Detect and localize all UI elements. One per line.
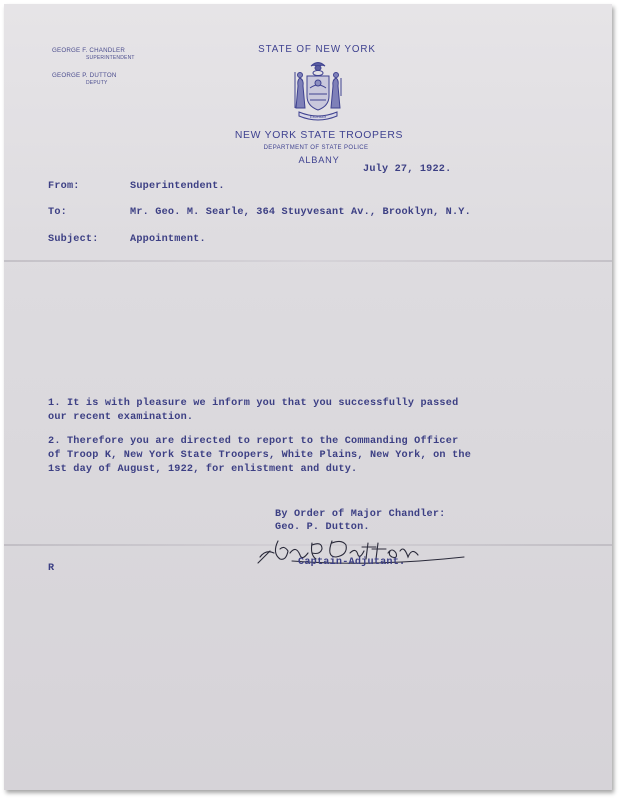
by-order-line: By Order of Major Chandler: [275, 509, 446, 520]
paragraph-2-line-1: 2. Therefore you are directed to report to the Commanding Officer [48, 436, 459, 447]
letterhead-superintendent [52, 47, 135, 61]
superintendent-title: SUPERINTENDENT [86, 55, 135, 61]
fold-line-upper [4, 260, 612, 262]
signer-title: Captain-Adjutant. [298, 557, 406, 568]
signer-name: Geo. P. Dutton. [275, 522, 370, 533]
letterhead-deputy [52, 72, 117, 86]
to-value: Mr. Geo. M. Searle, 364 Stuyvesant Av., Brooklyn, N.Y. [130, 207, 471, 218]
subject-label: Subject: [48, 234, 99, 245]
from-value: Superintendent. [130, 181, 225, 192]
deputy-name: GEORGE P. DUTTON [52, 72, 117, 79]
paragraph-2-line-2: of Troop K, New York State Troopers, White Plains, New York, on the [48, 450, 472, 461]
paragraph-2-line-3: 1st day of August, 1922, for enlistment and duty. [48, 464, 358, 475]
paragraph-1-line-2: our recent examination. [48, 412, 194, 423]
organization-name: NEW YORK STATE TROOPERS [234, 130, 404, 141]
department-name: DEPARTMENT OF STATE POLICE [263, 145, 369, 151]
state-seal-icon [283, 56, 353, 126]
seal-motto: Excelsior [309, 114, 327, 119]
state-title: STATE OF NEW YORK [258, 44, 376, 55]
superintendent-name: GEORGE F. CHANDLER [52, 47, 126, 54]
to-label: To: [48, 207, 67, 218]
reference-initial: R [48, 563, 55, 574]
city-name: ALBANY [298, 155, 340, 165]
from-label: From: [48, 181, 80, 192]
deputy-title: DEPUTY [86, 80, 108, 86]
letter-date: July 27, 1922. [363, 164, 452, 175]
subject-value: Appointment. [130, 234, 206, 245]
paragraph-1-line-1: 1. It is with pleasure we inform you that you successfully passed [48, 398, 459, 409]
